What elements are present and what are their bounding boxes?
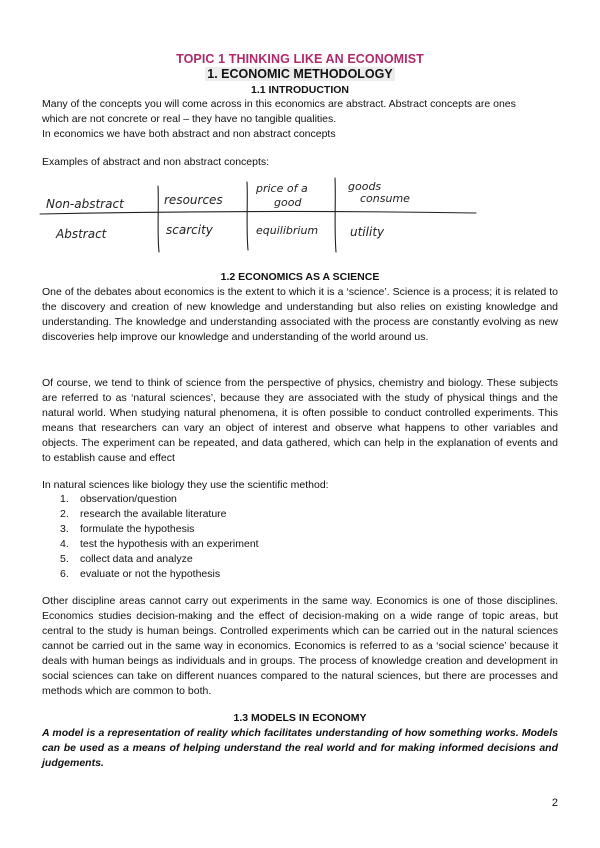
- hw-consume: consume: [360, 192, 410, 205]
- intro-line-1: Many of the concepts you will come across in this economics are abstract. Abstract concepts are ones: [42, 98, 516, 110]
- scientific-method-list: [60, 492, 500, 582]
- hw-utility: utility: [350, 225, 385, 239]
- intro-heading: 1.1 INTRODUCTION: [250, 84, 349, 96]
- topic-title: TOPIC 1 THINKING LIKE AN ECONOMIST: [176, 52, 424, 66]
- hw-goods: goods: [348, 180, 382, 193]
- science-para-3: Other discipline areas cannot carry out experiments in the same way. Economics is one of those disciplines. Economics studies decision-making and the effect of decision-making on a wide range of topic areas, but central to the study is human beings. Controlled experiments which can be carried out in the natural sciences cannot be carried out in the same way in economics. Economics is referred to as a ‘social science’ because it deals with human beings as individuals and in groups. The process of knowledge creation and development in social sciences can take on different nuances compared to the natural sciences, but there are processes and methods which are common to both.: [42, 595, 558, 697]
- intro-line-3: In economics we have both abstract and non abstract concepts: [42, 128, 336, 140]
- method-intro: In natural sciences like biology they use the scientific method:: [42, 479, 329, 491]
- hw-resources: resources: [164, 193, 223, 207]
- list-item: 1. observation/question: [60, 493, 177, 505]
- hw-scarcity: scarcity: [166, 223, 213, 237]
- hw-non-abstract: Non-abstract: [46, 197, 124, 211]
- list-item: 2. research the available literature: [60, 508, 227, 520]
- page-number: 2: [551, 797, 558, 809]
- examples-label: Examples of abstract and non abstract concepts:: [42, 156, 270, 168]
- intro-line-2: which are not concrete or real – they have no tangible qualities.: [42, 113, 337, 125]
- science-heading: 1.2 ECONOMICS AS A SCIENCE: [220, 271, 380, 283]
- hw-price-of-a: price of a: [256, 182, 308, 195]
- list-item: 5. collect data and analyze: [60, 553, 193, 565]
- list-item: 3. formulate the hypothesis: [60, 523, 195, 535]
- model-definition: A model is a representation of reality which facilitates understanding of how something works. Models can be used as a means of helping understand the real world and for making informed decisions and judgements.: [42, 727, 558, 769]
- chapter-title-text: 1. ECONOMIC METHODOLOGY: [207, 67, 393, 81]
- list-item: 4. test the hypothesis with an experiment: [60, 538, 259, 550]
- science-para-1: One of the debates about economics is the extent to which it is a ‘science’. Science is a process; it is related to the discovery and creation of new knowledge and understanding but also relies on existing knowledge and understanding. The knowledge and understanding associated with the process are constantly evolving as new discoveries help improve our knowledge and understanding of the world around us.: [42, 286, 558, 343]
- hw-abstract: Abstract: [56, 227, 107, 241]
- handwritten-concepts-table: [38, 172, 488, 262]
- science-para-2: Of course, we tend to think of science from the perspective of physics, chemistry and biology. These subjects are referred to as ‘natural sciences’, because they are associated with the study of physical things and the natural world. When studying natural phenomena, it is often possible to conduct controlled experiments. This means that researchers can vary an object of interest and observe what happens to other variables and objects. The experiment can be repeated, and data gathered, which can help in the explanation of events and to establish cause and effect: [42, 377, 558, 464]
- models-heading: 1.3 MODELS IN ECONOMY: [233, 712, 367, 724]
- hw-good: good: [274, 196, 302, 209]
- chapter-title: [40, 67, 560, 81]
- hw-equilibrium: equilibrium: [256, 224, 319, 237]
- list-item: 6. evaluate or not the hypothesis: [60, 568, 221, 580]
